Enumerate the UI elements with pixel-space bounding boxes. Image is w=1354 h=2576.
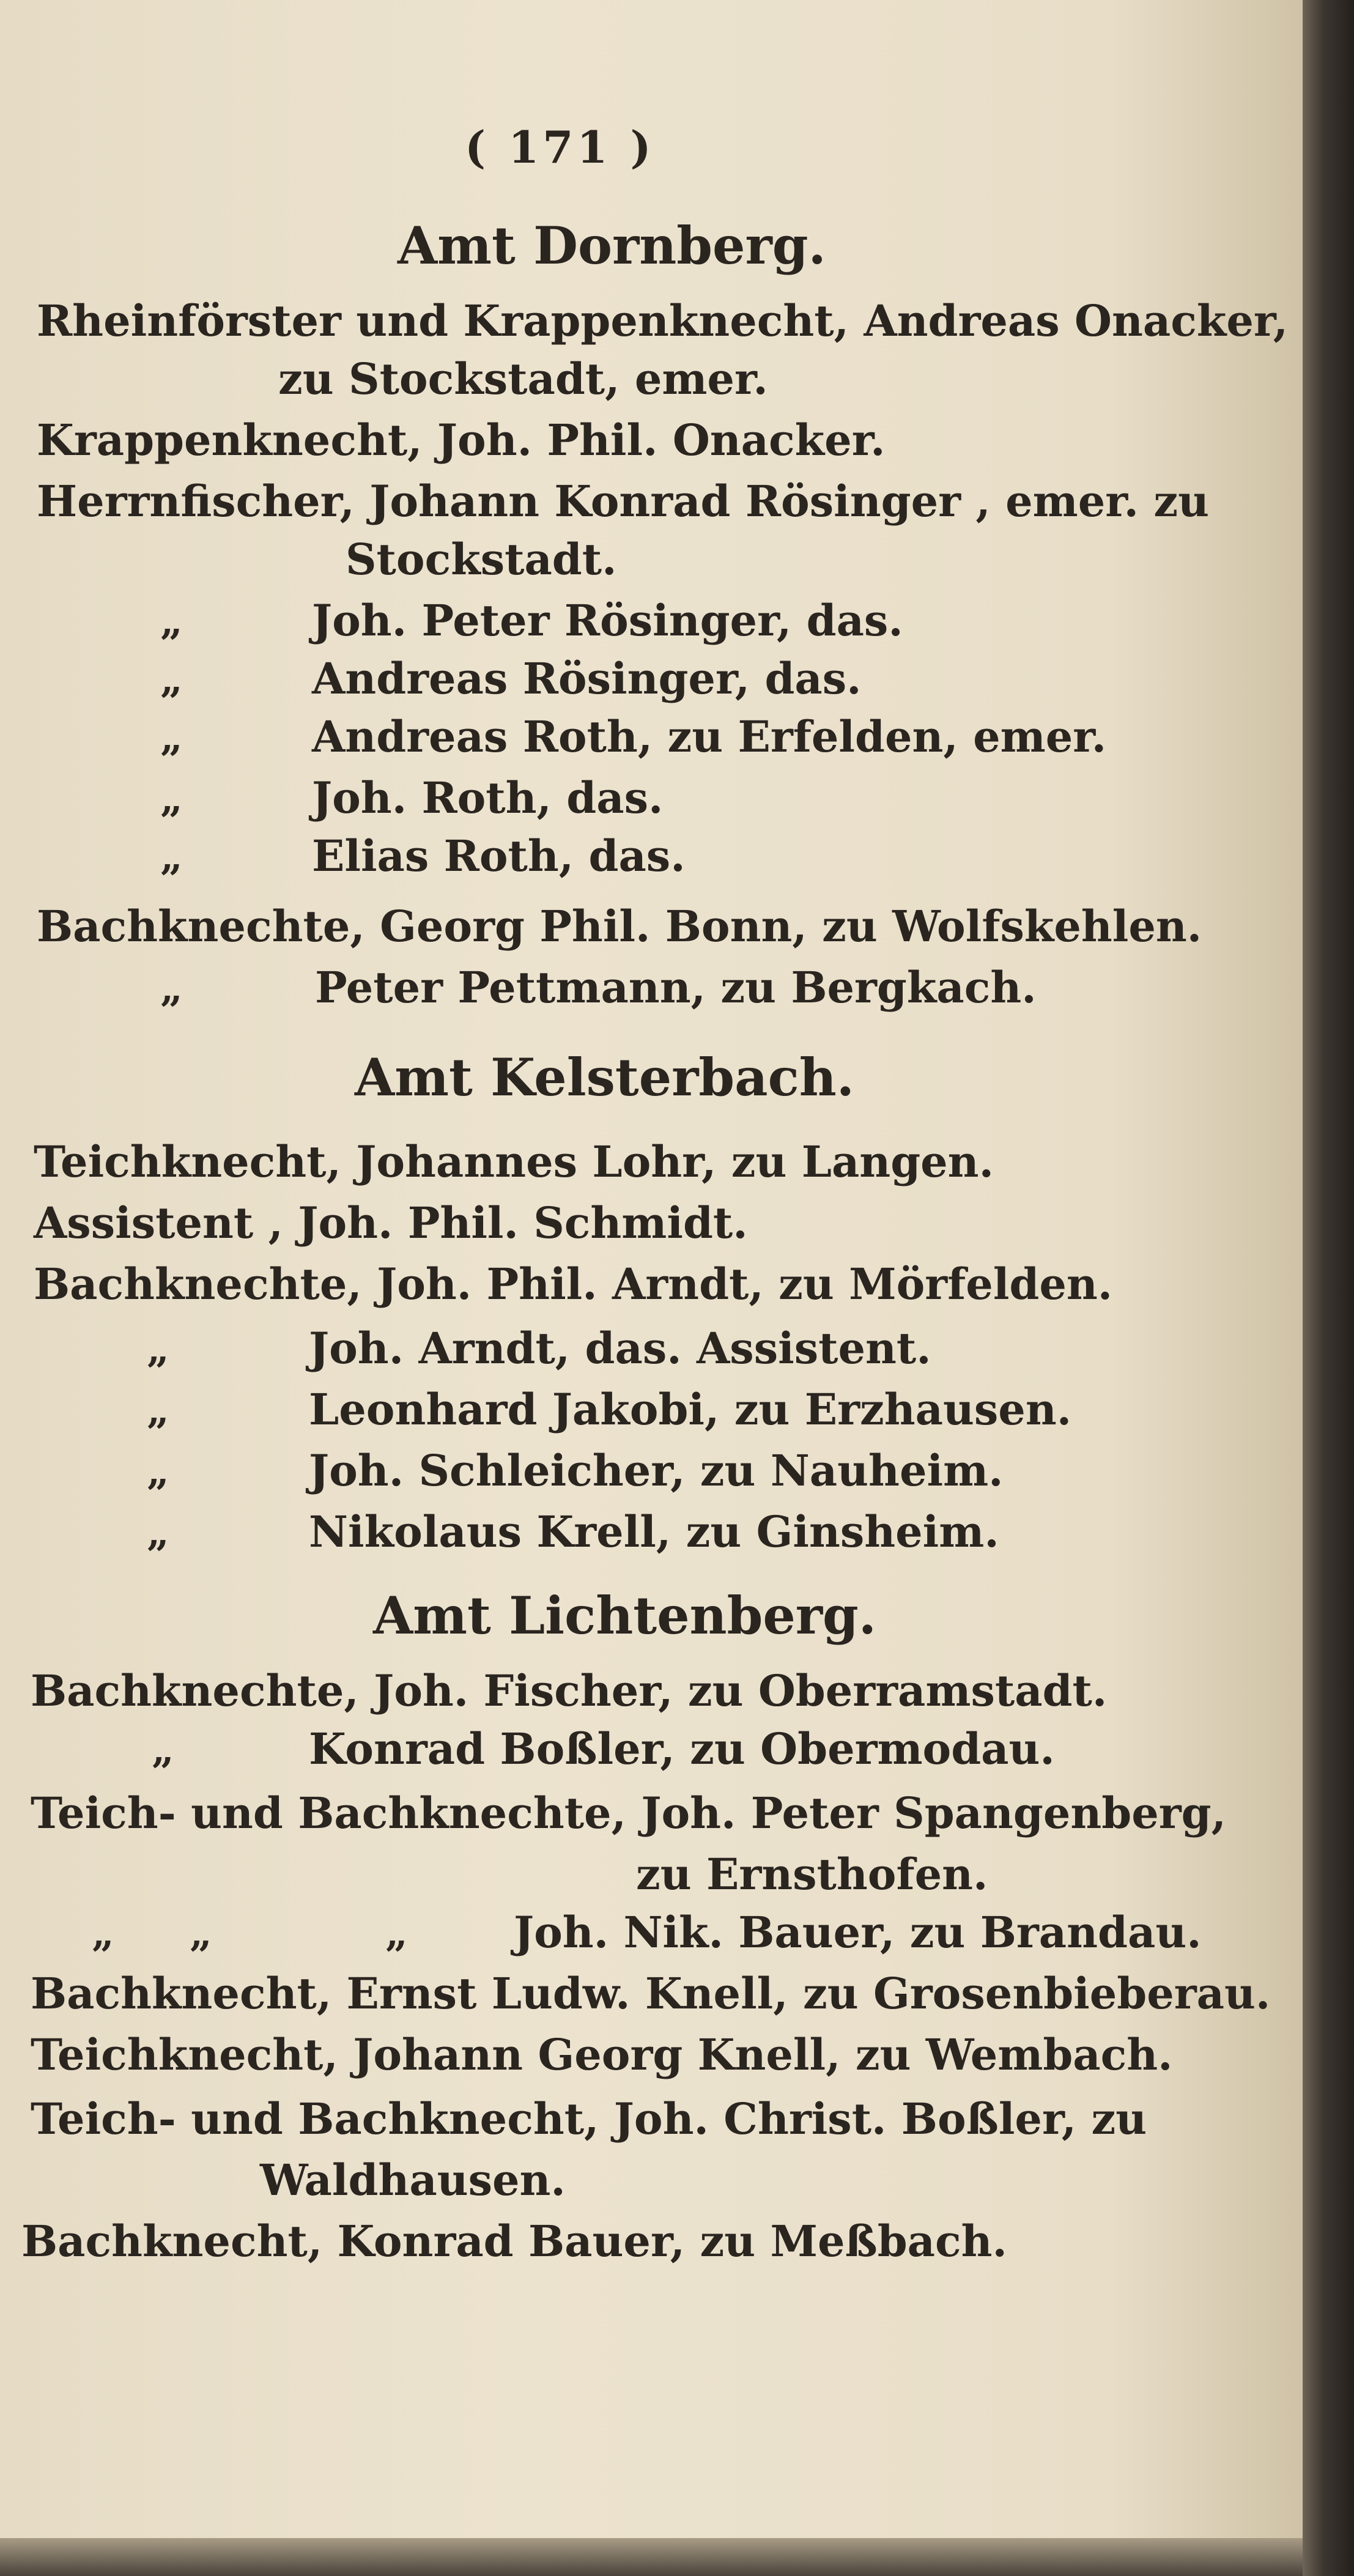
entry-line: Bachknechte, Joh. Fischer, zu Oberramstadt. — [31, 1665, 1108, 1716]
entry-line: Joh. Schleicher, zu Nauheim. — [309, 1445, 1004, 1496]
entry-line: Bachknechte, Georg Phil. Bonn, zu Wolfskehlen. — [37, 901, 1202, 952]
entry-line: Rheinförster und Krappenknecht, Andreas Onacker, — [37, 295, 1289, 346]
ditto-mark: „ — [160, 715, 183, 761]
ditto-mark: „ — [152, 1727, 174, 1773]
entry-line: Peter Pettmann, zu Bergkach. — [315, 962, 1037, 1013]
book-spine-shadow — [1303, 0, 1354, 2576]
ditto-mark: „ — [160, 966, 183, 1012]
entry-line: Andreas Roth, zu Erfelden, emer. — [312, 711, 1107, 762]
entry-line: Joh. Peter Rösinger, das. — [312, 595, 903, 646]
ditto-mark: „ — [385, 1911, 408, 1956]
entry-line: Assistent , Joh. Phil. Schmidt. — [34, 1197, 748, 1248]
section-heading: Amt Kelsterbach. — [355, 1047, 855, 1108]
entry-line: Teichknecht, Johann Georg Knell, zu Wembach. — [31, 2029, 1173, 2080]
entry-line: zu Ernsthofen. — [636, 1849, 988, 1900]
page-bottom-edge — [0, 2538, 1303, 2576]
entry-line: Bachknechte, Joh. Phil. Arndt, zu Mörfelden. — [34, 1259, 1113, 1309]
page-number: ( 171 ) — [465, 121, 655, 173]
ditto-mark: „ — [160, 776, 183, 822]
entry-line: Nikolaus Krell, zu Ginsheim. — [309, 1506, 999, 1557]
ditto-mark: „ — [147, 1449, 169, 1495]
ditto-mark: „ — [147, 1510, 169, 1556]
entry-line: Teichknecht, Johannes Lohr, zu Langen. — [34, 1136, 994, 1187]
entry-line: Leonhard Jakobi, zu Erzhausen. — [309, 1384, 1072, 1435]
entry-line: Waldhausen. — [260, 2155, 566, 2205]
section-heading: Amt Dornberg. — [398, 215, 826, 276]
ditto-mark: „ — [160, 834, 183, 880]
entry-line: Teich- und Bachknecht, Joh. Christ. Boßler, zu — [31, 2093, 1147, 2144]
ditto-mark: „ — [147, 1388, 169, 1434]
section-heading: Amt Lichtenberg. — [373, 1585, 877, 1646]
entry-line: Bachknecht, Konrad Bauer, zu Meßbach. — [21, 2216, 1007, 2267]
entry-line: Stockstadt. — [346, 534, 617, 585]
entry-line: Krappenknecht, Joh. Phil. Onacker. — [37, 415, 886, 465]
entry-line: Konrad Boßler, zu Obermodau. — [309, 1723, 1055, 1774]
ditto-mark: „ — [92, 1911, 114, 1956]
entry-line: zu Stockstadt, emer. — [278, 353, 768, 404]
entry-line: Joh. Roth, das. — [312, 772, 664, 823]
entry-line: Bachknecht, Ernst Ludw. Knell, zu Grosenbieberau. — [31, 1968, 1271, 2019]
ditto-mark: „ — [160, 657, 183, 703]
entry-line: Herrnfischer, Johann Konrad Rösinger , emer. zu — [37, 476, 1210, 527]
ditto-mark: „ — [147, 1327, 169, 1372]
entry-line: Elias Roth, das. — [312, 831, 686, 881]
entry-line: Andreas Rösinger, das. — [312, 653, 862, 704]
entry-line: Joh. Nik. Bauer, zu Brandau. — [514, 1907, 1202, 1958]
ditto-mark: „ — [190, 1911, 212, 1956]
entry-line: Teich- und Bachknechte, Joh. Peter Spangenberg, — [31, 1788, 1226, 1838]
entry-line: Joh. Arndt, das. Assistent. — [309, 1323, 931, 1374]
ditto-mark: „ — [160, 599, 183, 645]
